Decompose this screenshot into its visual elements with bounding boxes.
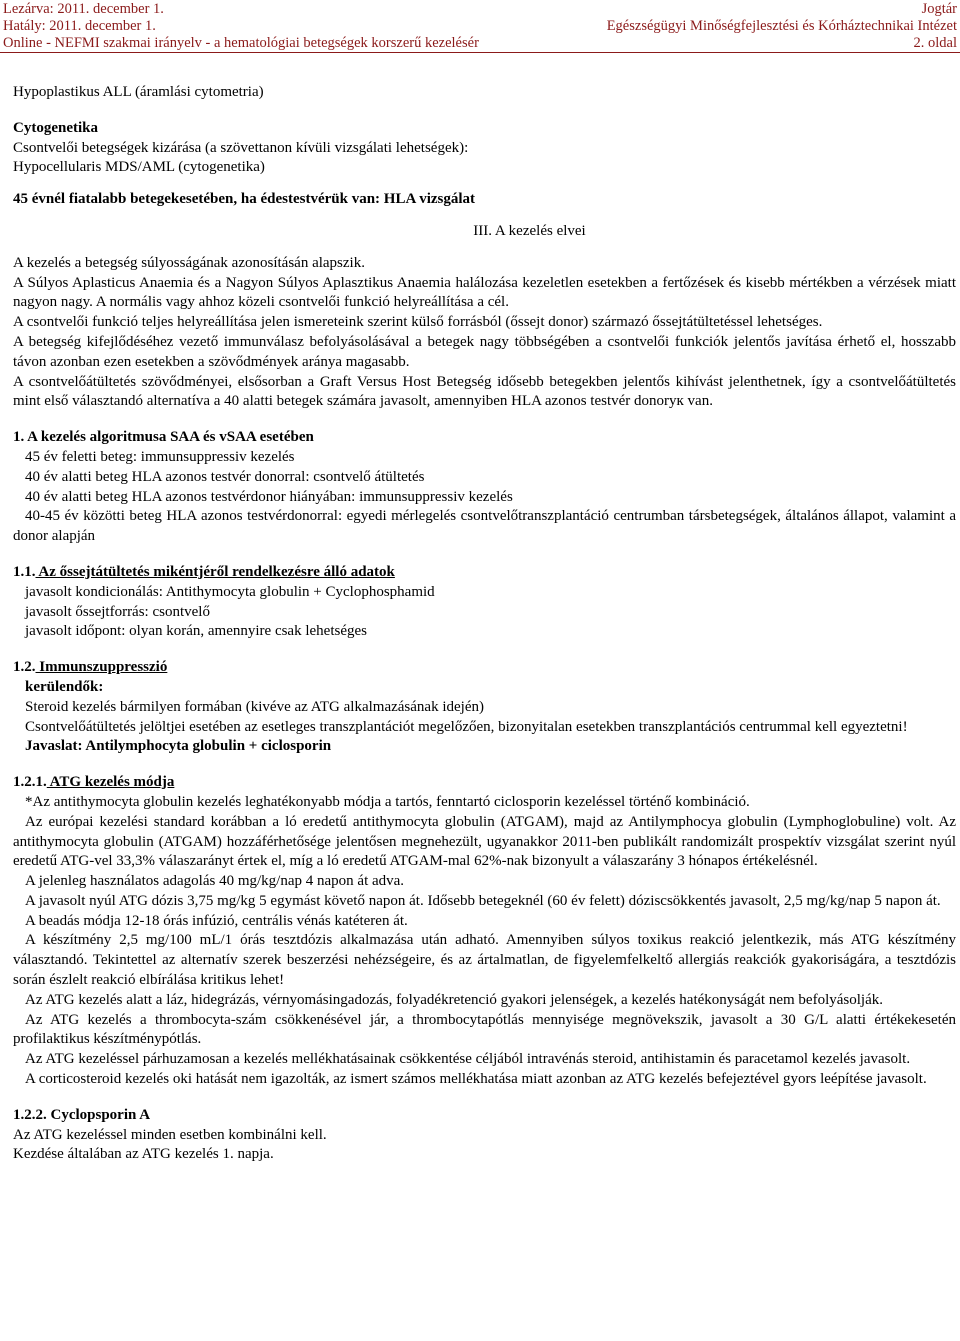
section-1-list (13, 448, 956, 507)
section-1-2-number: 1.2. (13, 659, 36, 676)
atg-paragraph: A készítmény 2,5 mg/100 mL/1 órás tesztdózis alkalmazása után adható. Amennyiben súlyos toxikus reakció jelentkezik, más ATG készítmény választandó. Tekintettel az alternatív szerek beszerzési nehézségeire, és az ártalmatlan, de figyelemfelkeltő allergiás reakciók gyakoriságára, a tesztdózis során észlelt reakció elbírálása kritikus lehet! (13, 932, 956, 989)
section-1-2-1-heading (13, 773, 956, 793)
atg-paragraph: Az ATG kezelés alatt a láz, hidegrázás, vérnyomásingadozás, folyadékretenció gyakori jelenségek, a kezelés hatékonyságát nem befolyásolják. (25, 991, 883, 1008)
header-institute: Egészségügyi Minőségfejlesztési és Kórháztechnikai Intézet (606, 18, 957, 34)
atg-paragraph: *Az antithymocyta globulin kezelés leghatékonyabb módja a tartós, fenntartó ciclosporin kezeléssel történő kombináció. (25, 793, 750, 810)
section-1-heading (13, 428, 956, 448)
cytogenetics-line-2: Hypocellularis MDS/AML (cytogenetika) (13, 159, 265, 176)
list-item: 40 év alatti beteg HLA azonos testvér donorral: csontvelő átültetés (25, 468, 425, 485)
section-1-number: 1. (13, 429, 25, 446)
cytogenetics-line-1: Csontvelői betegségek kizárása (a szövettanon kívüli vizsgálati lehetségek): (13, 139, 469, 156)
hla-test-line: 45 évnél fiatalabb betegekesetében, ha édestestvérük van: HLA vizsgálat (13, 191, 476, 208)
para-immune-response: A betegség kifejlődéséhez vezető immunválasz befolyásolásával a betegek nagy többségében a csontvelői funkciók jelentős javítása érhető el, hosszabb távon azonban ezen esetekben a szövődmények aránya magasabb. (13, 333, 956, 370)
hypoplastic-all-line: Hypoplastikus ALL (áramlási cytometria) (13, 84, 264, 100)
header-page-number: 2. oldal (913, 35, 957, 51)
list-item: 40-45 év közötti beteg HLA azonos testvérdonorral: egyedi mérlegelés csontvelőtranszplantáció centrumban társbetegségek, általános állapot, valamint a donor alapján (13, 508, 956, 545)
atg-paragraph: A corticosteroid kezelés oki hatását nem igazolták, az ismert számos mellékhatása miatt azonban az ATG kezelés befejeztével gyors leépítése javasolt. (25, 1071, 927, 1088)
para-restoration: A csontvelői funkció teljes helyreállítása jelen ismereteink szerint külső forrásból (őssejt donor) származó őssejtátültetéssel lehetséges. (13, 314, 823, 331)
avoid-label: kerülendők: (25, 678, 104, 695)
section-1-1-number: 1.1. (13, 563, 36, 580)
atg-paragraph: A beadás módja 12-18 órás infúzió, centrális vénás katéteren át. (25, 912, 408, 929)
section-1-2-1-title: ATG kezelés módja (46, 774, 175, 791)
avoid-item-steroid: Steroid kezelés bármilyen formában (kivéve az ATG alkalmazásának idején) (25, 698, 484, 715)
avoid-item-transplant: Csontvelőátültetés jelöltjei esetében az esetleges transzplantációt megelőzően, bizonyitalan esetekben transzplantációs centrummal kell egyeztetni! (25, 718, 908, 735)
section-1-2-2-title: Cyclopsporin A (46, 1106, 151, 1123)
para-transplant-complications: A csontvelőátültetés szövődményei, elsősorban a Graft Versus Host Betegség idősebb betegekben jelentős kihívást jelenthetnek, így a csontvelőátültetés mint első választandó alternatíva a 40 alatti betegek számára javasolt, amennyiben HLA azonos testvér donorук van. (13, 373, 956, 410)
header-document-source: Online - NEFMI szakmai irányelv - a hematológiai betegségek korszerű kezelésér (3, 35, 479, 51)
section-1-2-heading (13, 658, 956, 678)
section-3-title: III. A kezelés elvei (473, 222, 586, 239)
section-1-1-list (13, 583, 956, 642)
recommendation: Javaslat: Antilymphocyta globulin + ciclosporin (25, 738, 332, 755)
header-left (3, 1, 479, 52)
cyclosporin-line: Az ATG kezeléssel minden esetben kombinálni kell. (13, 1126, 327, 1143)
list-item: javasolt őssejtforrás: csontvelő (25, 603, 210, 620)
list-item: javasolt kondicionálás: Antithymocyta globulin + Cyclophosphamid (25, 583, 435, 600)
document-body (13, 83, 956, 1165)
header-publisher: Jogtár (921, 1, 957, 17)
atg-paragraph: Az európai kezelési standard korábban a ló eredetű antithymocyta globulin (ATGAM), majd az Antilymphocya globulin (Lymphoglobuline) volt. Az antithymocyta globulin (ATGAM) hozzáférhetősége jelentősen megnehezült, ugyanakkor 2011-ben publikált randomizált prospektív vizsgálat szerint nyúl eredetű ATG-vel 33,3% válaszarányt értek el, míg a ló eredetű ATGAM-mal 62%-nak bizonyult a válaszarány 3 hónapos értékelésnél. (13, 813, 956, 870)
section-1-2-2-number: 1.2.2. (13, 1106, 47, 1123)
section-1-title: A kezelés algoritmusa SAA és vSAA esetében (24, 429, 314, 446)
para-mortality: A Súlyos Aplasticus Anaemia és a Nagyon Súlyos Aplasztikus Anaemia halálozása kezeletlen esetekben a fertőzések és kisebb mértékben a vérzések miatt nagyon nagy. A normális vagy ahhoz közeli csontvelői funkció helyreállítása a cél. (13, 274, 956, 311)
cytogenetics-heading: Cytogenetika (13, 119, 98, 136)
section-1-1-heading (13, 563, 956, 583)
para-treatment-basis: A kezelés a betegség súlyosságának azonosításán alapszik. (13, 254, 365, 271)
header-closed-date: Lezárva: 2011. december 1. (3, 1, 164, 17)
cyclosporin-line: Kezdése általában az ATG kezelés 1. napja. (13, 1146, 274, 1163)
section-1-2-title: Immunszuppresszió (35, 659, 168, 676)
atg-paragraph: A jelenleg használatos adagolás 40 mg/kg/nap 4 napon át adva. (25, 873, 405, 890)
section-1-1-title: Az őssejtátültetés mikéntjéről rendelkezésre álló adatok (35, 563, 395, 580)
header-right (607, 1, 957, 52)
atg-paragraph: Az ATG kezelés a thrombocyta-szám csökkenésével jár, a thrombocytapótlás mennyisége megnövekszik, javasolt a 30 G/L alatti értékekesetén profilaktikus készítménypótlás. (13, 1011, 956, 1048)
section-1-2-2-heading (13, 1106, 956, 1126)
header-effective-date: Hatály: 2011. december 1. (3, 18, 156, 34)
page-header (0, 0, 960, 52)
header-divider (0, 52, 960, 53)
atg-paragraph: Az ATG kezeléssel párhuzamosan a kezelés mellékhatásainak csökkentése céljából intravénás steroid, antihistamin és paracetamol kezelés javasolt. (25, 1051, 911, 1068)
section-1-2-1-number: 1.2.1. (13, 774, 47, 791)
list-item: 40 év alatti beteg HLA azonos testvérdonor hiányában: immunsuppressiv kezelés (25, 488, 513, 505)
list-item: 45 év feletti beteg: immunsuppressiv kezelés (25, 448, 295, 465)
list-item: javasolt időpont: olyan korán, amennyire csak lehetséges (25, 623, 367, 640)
atg-paragraph: A javasolt nyúl ATG dózis 3,75 mg/kg 5 egymást követő napon át. Idősebb betegeknél (60 év felett) dóziscsökkentés javasolt, 2,5 mg/kg/nap 5 napon át. (25, 892, 941, 909)
